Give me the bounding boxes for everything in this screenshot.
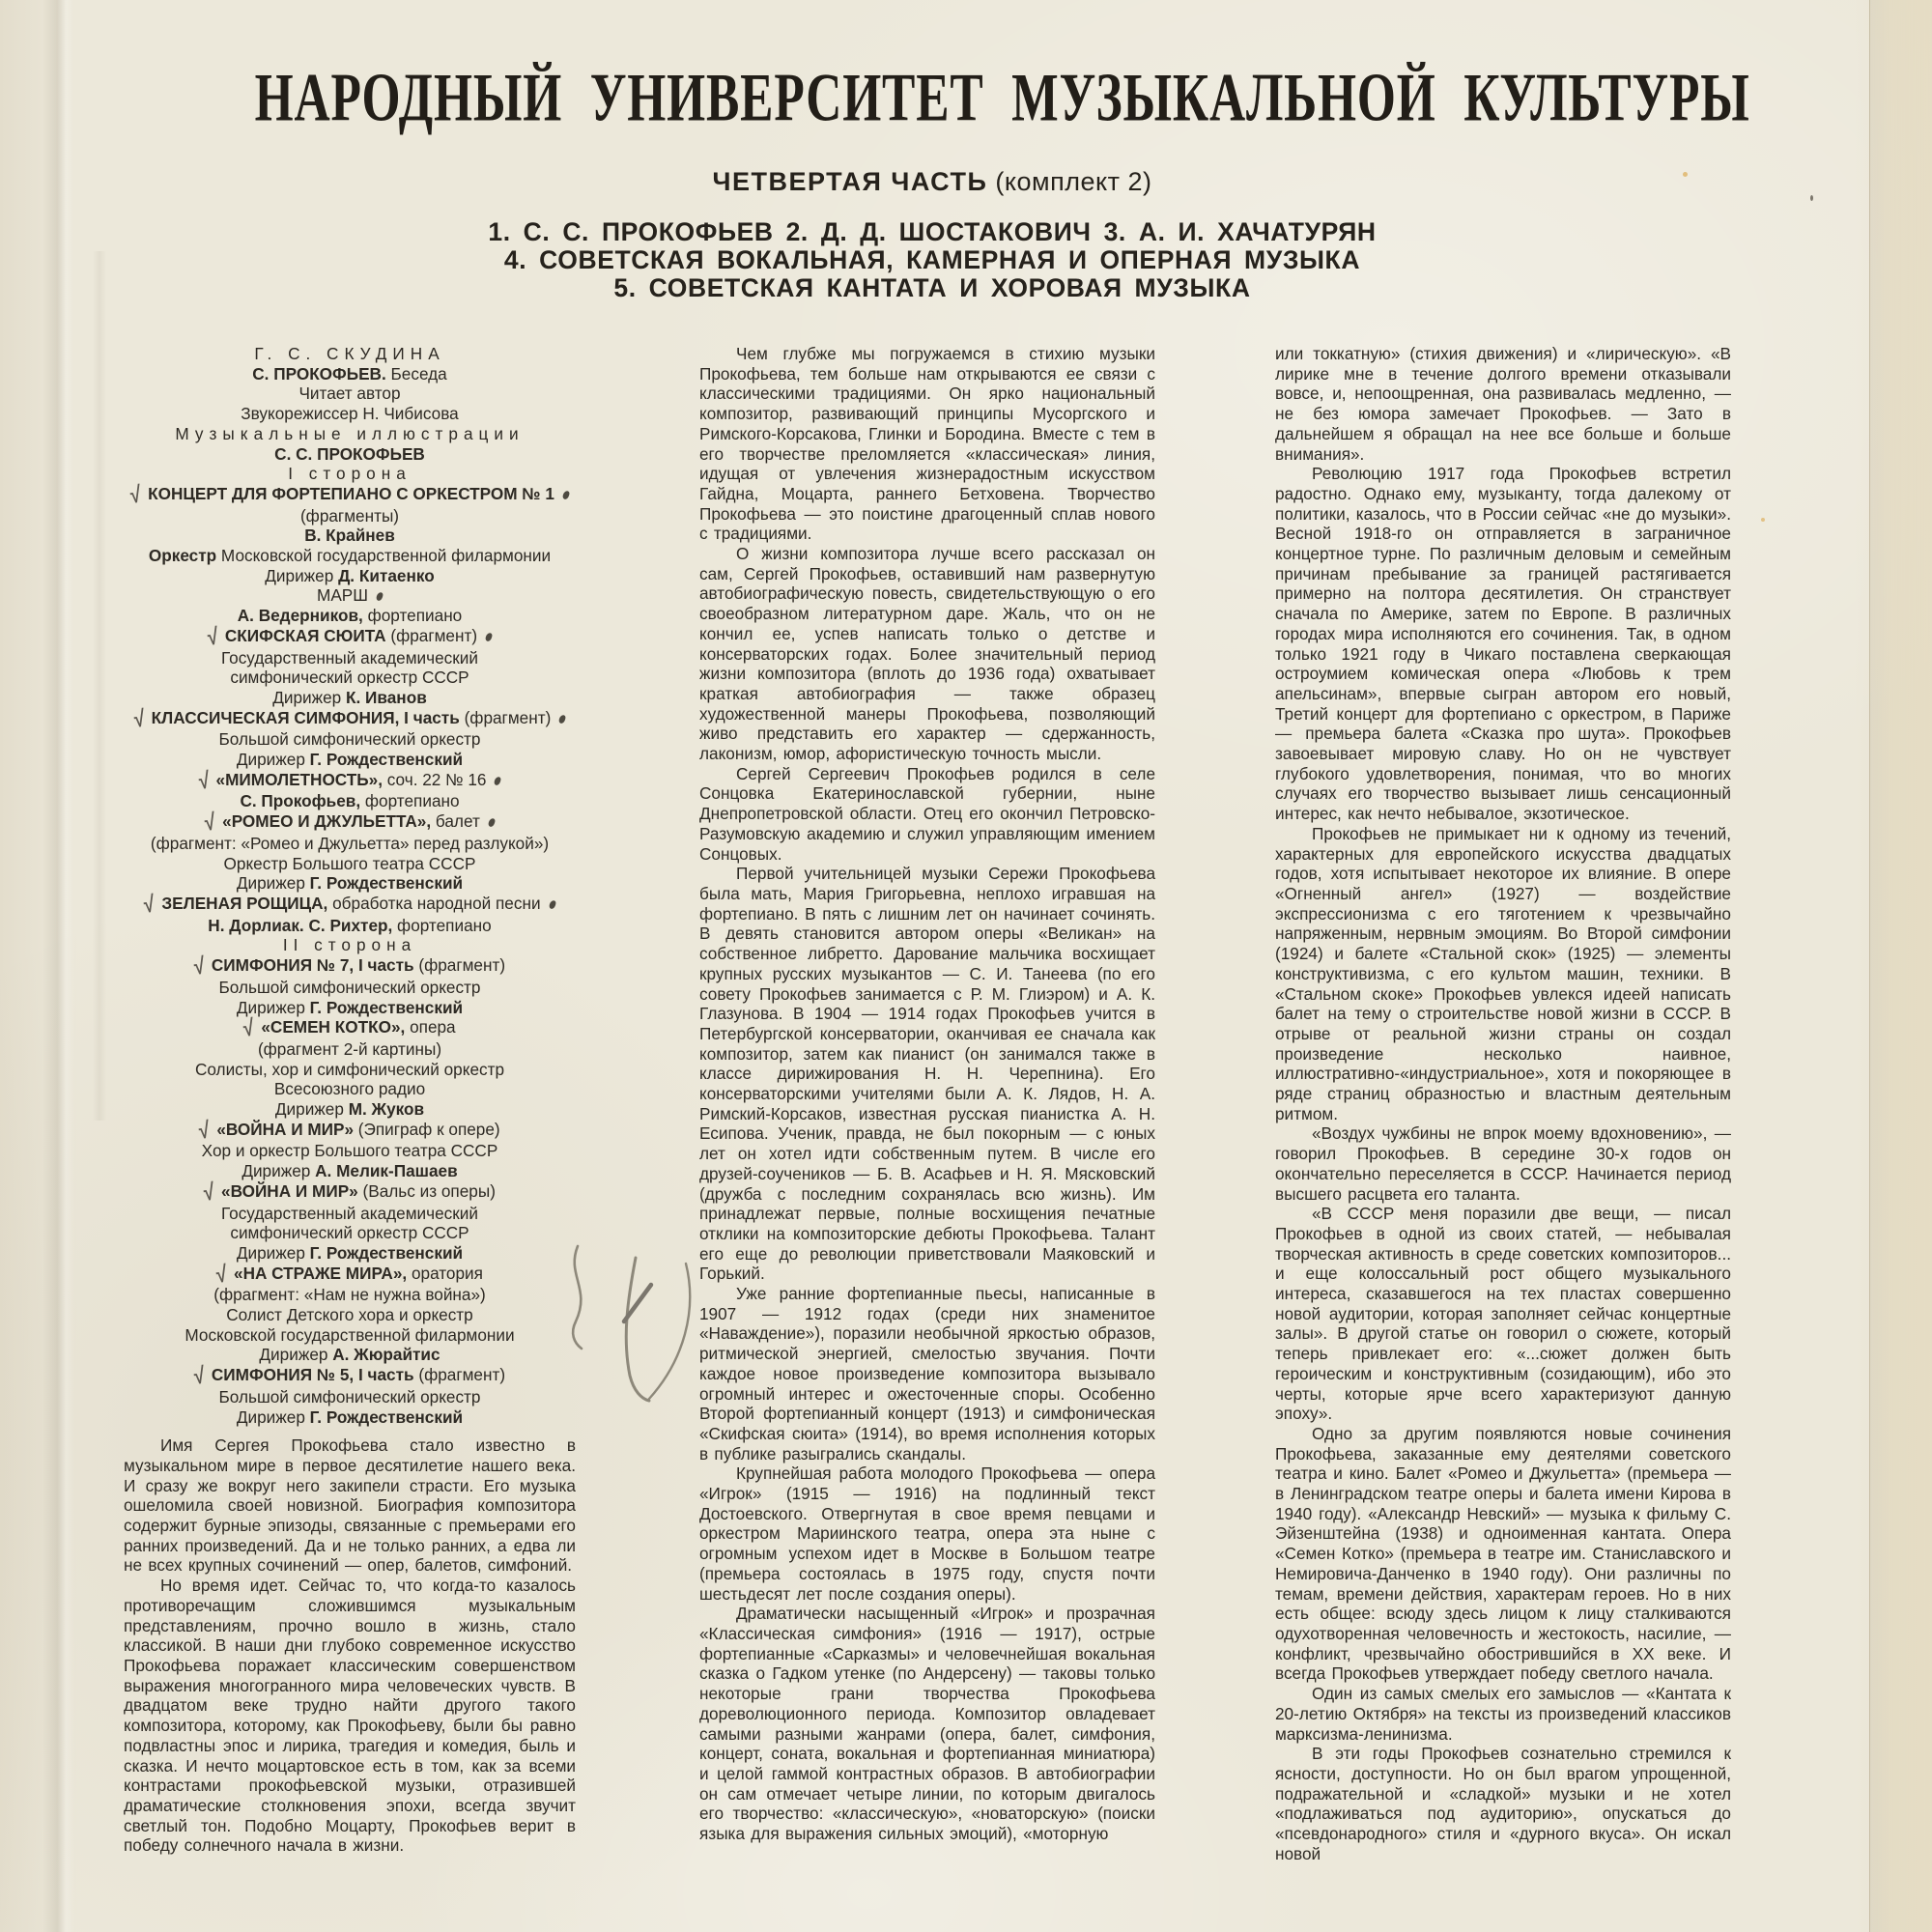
tracklist-line: С. С. ПРОКОФЬЕВ <box>274 443 425 464</box>
tracklist-line: I сторона <box>288 464 412 484</box>
tracklist-line: (фрагмент: «Ромео и Джульетта» перед разлукой») <box>150 833 550 853</box>
tracklist-line: Московской государственной филармонии <box>185 1324 515 1345</box>
tracklist-line: С. Прокофьев, фортепиано <box>240 791 460 811</box>
tracklist-line: симфонический оркестр СССР <box>230 1223 469 1243</box>
tracklist-line: (фрагменты) <box>299 505 400 526</box>
tracklist-line: Музыкальные иллюстрации <box>175 423 525 443</box>
tracklist-line: Читает автор <box>298 384 401 404</box>
tracklist-line: Большой симфонический оркестр <box>218 729 481 750</box>
tracklist-line: √ СИМФОНИЯ № 5, I часть (фрагмент) <box>192 1363 506 1390</box>
handwritten-checkmark-icon: √ <box>214 1261 229 1289</box>
tracklist-line: В. Крайнев <box>304 526 395 546</box>
tracklist-line: Звукорежиссер Н. Чибисова <box>241 404 459 424</box>
tracklist-line: Дирижер Г. Рождественский <box>236 1242 464 1263</box>
tracklist-line: Хор и оркестр Большого театра СССР <box>201 1141 498 1161</box>
tracklist-line: Дирижер М. Жуков <box>274 1099 425 1120</box>
tracklist-line: √ СИМФОНИЯ № 7, I часть (фрагмент) <box>192 953 506 980</box>
tracklist-line: √ СКИФСКАЯ СЮИТА (фрагмент) <box>124 626 576 648</box>
handwritten-checkmark-icon: √ <box>192 953 207 980</box>
paragraph: «Воздух чужбины не впрок моему вдохновению», — говорил Прокофьев. В середине 30-х годов он окончательно переселяется в СССР. Начинается период высшего расцвета его таланта. <box>1275 1123 1731 1204</box>
tracklist-line: Дирижер Д. Китаенко <box>265 565 435 585</box>
tracklist-line: Дирижер Г. Рождественский <box>236 873 464 894</box>
paragraph: Одно за другим появляются новые сочинения Прокофьева, заказанные ему деятелями советского театра и кино. Балет «Ромео и Джульетта» (премьера — в Ленинградском театре оперы и балета имени Кирова в 1940 году). «Александр Невский» — музыка к фильму С. Эйзенштейна (1938) и одноименная кантата. Опера «Семен Котко» (премьера в театре им. Станиславского и Немировича-Данченко в 1940 году). Они различны по темам, времени действия, характерам героев. Но в них есть общее: всюду здесь лицом к лицу сталкиваются одухотворенная человечность и жестокость, насилие, — конфликт, чрезвычайно обострившийся в XX веке. И всегда Прокофьев утверждает победу светлого начала. <box>1275 1423 1731 1684</box>
column-right <box>1275 344 1731 1863</box>
tracklist-line: √ «ВОЙНА И МИР» (Вальс из оперы) <box>202 1179 496 1207</box>
paragraph: Уже ранние фортепианные пьесы, написанные в 1907 — 1912 годах (среди них знаменитое «Наваждение»), поразили необычной яркостью образов, ритмической энергией, смелостью звучания. Почти каждое новое произведение композитора вызывало огромный интерес и ожесточенные споры. Особенно Второй фортепианный концерт (1913) и симфоническая «Скифская сюита» (1914), во время исполнения которых в публике разыгрались скандалы. <box>699 1284 1155 1463</box>
tracklist-line: √ ЗЕЛЕНАЯ РОЩИЦА, обработка народной песни <box>124 894 576 916</box>
paper-crease <box>93 251 106 1121</box>
tracklist-line: МАРШ <box>124 585 576 606</box>
middle-paragraphs <box>699 344 1155 1844</box>
ink-blot-icon <box>485 632 493 641</box>
program-line: 5. СОВЕТСКАЯ КАНТАТА И ХОРОВАЯ МУЗЫКА <box>613 273 1251 302</box>
column-left <box>124 344 576 1856</box>
tracklist-line: Государственный академический <box>220 1203 478 1223</box>
page-title: НАРОДНЫЙ УНИВЕРСИТЕТ МУЗЫКАЛЬНОЙ КУЛЬТУРЫ <box>254 61 1750 136</box>
tracklist-line: Дирижер А. Мелик-Пашаев <box>242 1161 458 1181</box>
tracklist-line: √ «СЕМЕН КОТКО», опера <box>242 1015 456 1042</box>
handwritten-checkmark-icon: √ <box>203 810 217 837</box>
handwritten-checkmark-icon: √ <box>197 1117 212 1145</box>
paragraph: В эти годы Прокофьев сознательно стремился к ясности, доступности. Но он был врагом упрощенной, подражательной и «сладкой» музыки и не хотел «подлаживаться под аудиторию», опускаться до «псевдонародного» стиля и «дурного вкуса». Он искал новой <box>1275 1744 1731 1863</box>
subtitle-part-set: (комплект 2) <box>987 167 1152 196</box>
ink-blot-icon <box>562 490 570 499</box>
tracklist-line: Солисты, хор и симфонический оркестр <box>194 1059 505 1079</box>
program-line: 4. СОВЕТСКАЯ ВОКАЛЬНАЯ, КАМЕРНАЯ И ОПЕРНАЯ МУЗЫКА <box>503 245 1361 274</box>
handwritten-checkmark-icon: √ <box>192 1363 207 1390</box>
column-middle <box>699 344 1155 1844</box>
paragraph: О жизни композитора лучше всего рассказал он сам, Сергей Прокофьев, оставивший нам развернутую автобиографическую повесть, свидетельствующую о его своеобразном литературном даре. Жаль, что он не кончил ее, успев написать только о детстве и консерваторских годах. Более значительный период жизни композитора (вплоть до 1936 года) охватывает краткая автобиография — также образец художественной манеры Прокофьева, позволяющий живо представить его характер — сдержанность, лаконизм, юмор, афористическую точность мысли. <box>699 544 1155 764</box>
tracklist-line: Большой симфонический оркестр <box>218 977 481 997</box>
ink-blot-icon <box>558 714 566 724</box>
tracklist-line: √ «РОМЕО И ДЖУЛЬЕТТА», балет <box>124 811 576 834</box>
paragraph: Первой учительницей музыки Сережи Прокофьева была мать, Мария Григорьевна, неплохо игравшая на фортепиано. В пять с лишним лет он начинает сочинять. В девять становится автором оперы «Великан» на собственное либретто. Дарование мальчика восхищает крупных русских музыкантов — С. И. Танеева (по его совету Прокофьев занимается с Р. М. Глиэром) и А. К. Глазунова. В 1904 — 1914 годах Прокофьев учится в Петербургской консерватории, оканчивая ее сначала как композитор, затем как пианист (он занимался также в классе дирижирования Н. Н. Черепнина). Его консерваторскими учителями были А. К. Лядов, Н. А. Римский-Корсаков, известная русская пианистка А. Н. Есипова. Ученик, правда, не был покорным — с юных лет он хотел идти собственным путем. В числе его друзей-соучеников — Б. В. Асафьев и Н. Я. Мясковский (дружба с последним сохранялась всю жизнь). Им принадлежат первые, полные восхищения печатные отклики на композиторские дебюты Прокофьева. Талант его еще до революции приветствовали Маяковский и Горький. <box>699 864 1155 1284</box>
tracklist-line: Солист Детского хора и оркестр <box>226 1305 473 1325</box>
tracklist-line: (фрагмент: «Нам не нужна война») <box>213 1285 486 1305</box>
paragraph: Революцию 1917 года Прокофьев встретил радостно. Однако ему, музыканту, тогда далекому от политики, казалось, что в России сейчас «не до музыки». Весной 1918-го он отправляется в заграничное концертное турне. По различным деловым и семейным причинам пребывание за границей растягивается примерно на полтора десятилетия. Он странствует сначала по Америке, затем по Европе. В различных городах мира исполняются его сочинения. Так, в одном только 1921 году в Чикаго поставлена сверкающая остроумием комическая опера «Любовь к трем апельсинам», впервые сыгран автором его новый, Третий концерт для фортепиано с оркестром, в Париже — премьера балета «Сказка про шута». Прокофьев завоевывает мировую славу. Но он не чувствует глубокого удовлетворения, понимая, что во многих случаях его творчество вызывает лишь сенсационный интерес, как нечто небывалое, экзотическое. <box>1275 464 1731 824</box>
tracklist-line: Дирижер А. Жюрайтис <box>259 1345 440 1365</box>
paper-speck <box>1761 518 1765 522</box>
tracklist-line: Государственный академический <box>220 647 478 668</box>
right-paragraphs <box>1275 344 1731 1863</box>
tracklist-line: Дирижер К. Иванов <box>272 687 427 707</box>
subtitle-part-title: ЧЕТВЕРТАЯ ЧАСТЬ <box>712 167 988 196</box>
tracklist-line: А. Ведерников, фортепиано <box>237 606 463 626</box>
tracklist-line: Большой симфонический оркестр <box>218 1386 481 1406</box>
program-list <box>116 218 1748 302</box>
handwritten-checkmark-icon: √ <box>206 624 220 651</box>
paragraph: или токкатную» (стихия движения) и «лирическую». «В лирике мне в течение долгого времени отказывали вовсе, и, непоощренная, она развивалась медленно, — не без юмора замечает Прокофьев. — Зато в дальнейшем я обращал на нее все больше и больше внимания». <box>1275 344 1731 464</box>
paper-speck <box>1810 195 1813 201</box>
paragraph: Чем глубже мы погружаемся в стихию музыки Прокофьева, тем больше нам открываются ее связи с классическими традициями. Он ярко национальный композитор, развивающий принципы Мусоргского и Римского-Корсакова, Глинки и Бородина. Вместе с тем в его творчестве преломляется «классическая» линия, идущая от увлечения жизнерадостным искусством Гайдна, Моцарта, раннего Бетховена. Творчество Прокофьева — это поистине драгоценный сплав нового с традициями. <box>699 344 1155 544</box>
ink-blot-icon <box>376 592 384 602</box>
tracklist-line: Всесоюзного радио <box>273 1079 426 1099</box>
paragraph: Сергей Сергеевич Прокофьев родился в селе Сонцовка Екатеринославской губернии, ныне Днепропетровской области. Отец его окончил Петровско-Разумовскую академию и служил управляющим имением Сонцовых. <box>699 763 1155 864</box>
handwritten-checkmark-icon: √ <box>128 482 143 509</box>
handwritten-checkmark-icon: √ <box>196 767 212 795</box>
subtitle <box>116 167 1748 197</box>
program-line: 1. С. С. ПРОКОФЬЕВ 2. Д. Д. ШОСТАКОВИЧ 3. А. И. ХАЧАТУРЯН <box>488 217 1377 246</box>
tracklist-line: Оркестр Большого театра СССР <box>223 853 476 873</box>
paragraph: «В СССР меня поразили две вещи, — писал Прокофьев в одной из своих статей, — небывалая творческая активность в среде советских композиторов... и еще колоссальный рост общего музыкального интереса, сказавшегося на тех пластах совершенно новой аудитории, которая заполняет сейчас концертные залы». В другой статье он говорил о сюжете, который теперь привлекает его: «...сюжет должен быть героическим и конструктивным (созидающим), ибо это черты, которые ярче всего характеризуют данную эпоху». <box>1275 1204 1731 1424</box>
tracklist-line: II сторона <box>282 935 417 955</box>
tracklist-line: Дирижер Г. Рождественский <box>236 1406 464 1427</box>
paragraph: Но время идет. Сейчас то, что когда-то казалось противоречащим сложившимся музыкальным представлениям, прочно вошло в жизнь, стало классикой. В наши дни глубоко современное искусство Прокофьева поражает классическим совершенством выражения многогранного мира человеческих чувств. В двадцатом веке трудно найти другого такого композитора, которому, как Прокофьеву, были бы равно подвластны эпос и лирика, трагедия и комедия, быль и сказка. И нечто моцартовское есть в том, как за всеми контрастами прокофьевской музыки, отразившей драматические столкновения эпохи, всегда звучит светлый тон. Подобно Моцарту, Прокофьев верит в победу солнечного начала в жизни. <box>124 1576 576 1856</box>
paragraph: Крупнейшая работа молодого Прокофьева — опера «Игрок» (1915 — 1916) на подлинный текст Достоевского. Отвергнутая в свое время певцами и оркестром Мариинского театра, опера эта ныне с огромным успехом идет в Москве в Большом театре (премьера состоялась в 1975 году, спустя почти шестьдесят лет после создания оперы). <box>699 1463 1155 1604</box>
tracklist-line: Г. С. СКУДИНА <box>254 344 445 363</box>
handwritten-checkmark-icon: √ <box>132 705 147 733</box>
tracklist-line: √ «ВОЙНА И МИР» (Эпиграф к опере) <box>197 1117 500 1145</box>
handwritten-checkmark-icon: √ <box>142 892 156 919</box>
tracklist-line: √ КЛАССИЧЕСКАЯ СИМФОНИЯ, I часть (фрагмент) <box>124 708 576 730</box>
tracklist-line: √ «МИМОЛЕТНОСТЬ», соч. 22 № 16 <box>124 770 576 792</box>
tracklist-line: симфонический оркестр СССР <box>230 668 469 688</box>
ink-blot-icon <box>548 899 555 909</box>
left-paragraphs <box>124 1435 576 1856</box>
paragraph: Один из самых смелых его замыслов — «Кантата к 20-летию Октября» на тексты из произведений классиков марксизма-ленинизма. <box>1275 1684 1731 1744</box>
handwritten-checkmark-icon: √ <box>242 1015 256 1042</box>
tracklist-line: Дирижер Г. Рождественский <box>236 997 464 1017</box>
tracklist-line: С. ПРОКОФЬЕВ. Беседа <box>252 363 447 384</box>
tracklist-line: Дирижер Г. Рождественский <box>236 750 464 770</box>
paragraph: Имя Сергея Прокофьева стало известно в музыкальном мире в первое десятилетие нашего века. И сразу же вокруг него закипели страсти. Его музыка ошеломила своей новизной. Биография композитора содержит бурные эпизоды, связанные с премьерами его ранних произведений. Да и не только ранних, а едва ли не всех крупных сочинений — опер, балетов, симфоний. <box>124 1435 576 1576</box>
tracklist-line: (фрагмент 2-й картины) <box>257 1038 442 1059</box>
paragraph: Драматически насыщенный «Игрок» и прозрачная «Классическая симфония» (1916 — 1917), острые фортепианные «Сарказмы» и человечнейшая вокальная сказка о Гадком утенке (по Андерсену) — таковы только некоторые грани творчества Прокофьева дореволюционного периода. Композитор овладевает самыми разными жанрами (опера, балет, симфония, концерт, соната, вокальная и фортепианная миниатюра) и целой гаммой контрастных образов. В автобиографии он сам отмечает четыре линии, по которым двигалось его творчество: «классическую», «новаторскую» (поиски языка для выражения сильных эмоций), «моторную <box>699 1604 1155 1844</box>
tracklist-line: Н. Дорлиак. С. Рихтер, фортепиано <box>208 915 492 935</box>
paper-crease <box>43 0 75 1932</box>
handwritten-checkmark-icon: √ <box>202 1179 216 1207</box>
tracklist-line: √ «НА СТРАЖЕ МИРА», оратория <box>214 1261 483 1289</box>
ink-blot-icon <box>494 776 501 785</box>
header <box>116 60 1748 302</box>
scan-edge <box>1869 0 1932 1932</box>
ink-blot-icon <box>488 817 496 827</box>
paragraph: Прокофьев не примыкает ни к одному из течений, характерных для европейского искусства двадцатых годов, хотя испытывает некоторое их влияние. В опере «Огненный ангел» (1927) — воздействие экспрессионизма с его тяготением к чрезвычайно напряженным, нервным эмоциям. Во Второй симфонии (1924) и балете «Стальной скок» (1925) — элементы конструктивизма, с его культом машин, техники. В «Стальном скоке» Прокофьев увлекся идеей написать балет на тему о строительстве новой жизни в СССР. В отрыве от реальной жизни страны он создал произведение несколько наивное, иллюстративно-«индустриальное», хотя и покоряющее в ряде страниц образностью и властным деятельным ритмом. <box>1275 823 1731 1123</box>
tracklist-line: Оркестр Московской государственной филармонии <box>148 546 552 566</box>
tracklist <box>124 344 576 1427</box>
tracklist-line: √ КОНЦЕРТ ДЛЯ ФОРТЕПИАНО С ОРКЕСТРОМ № 1 <box>124 484 576 506</box>
